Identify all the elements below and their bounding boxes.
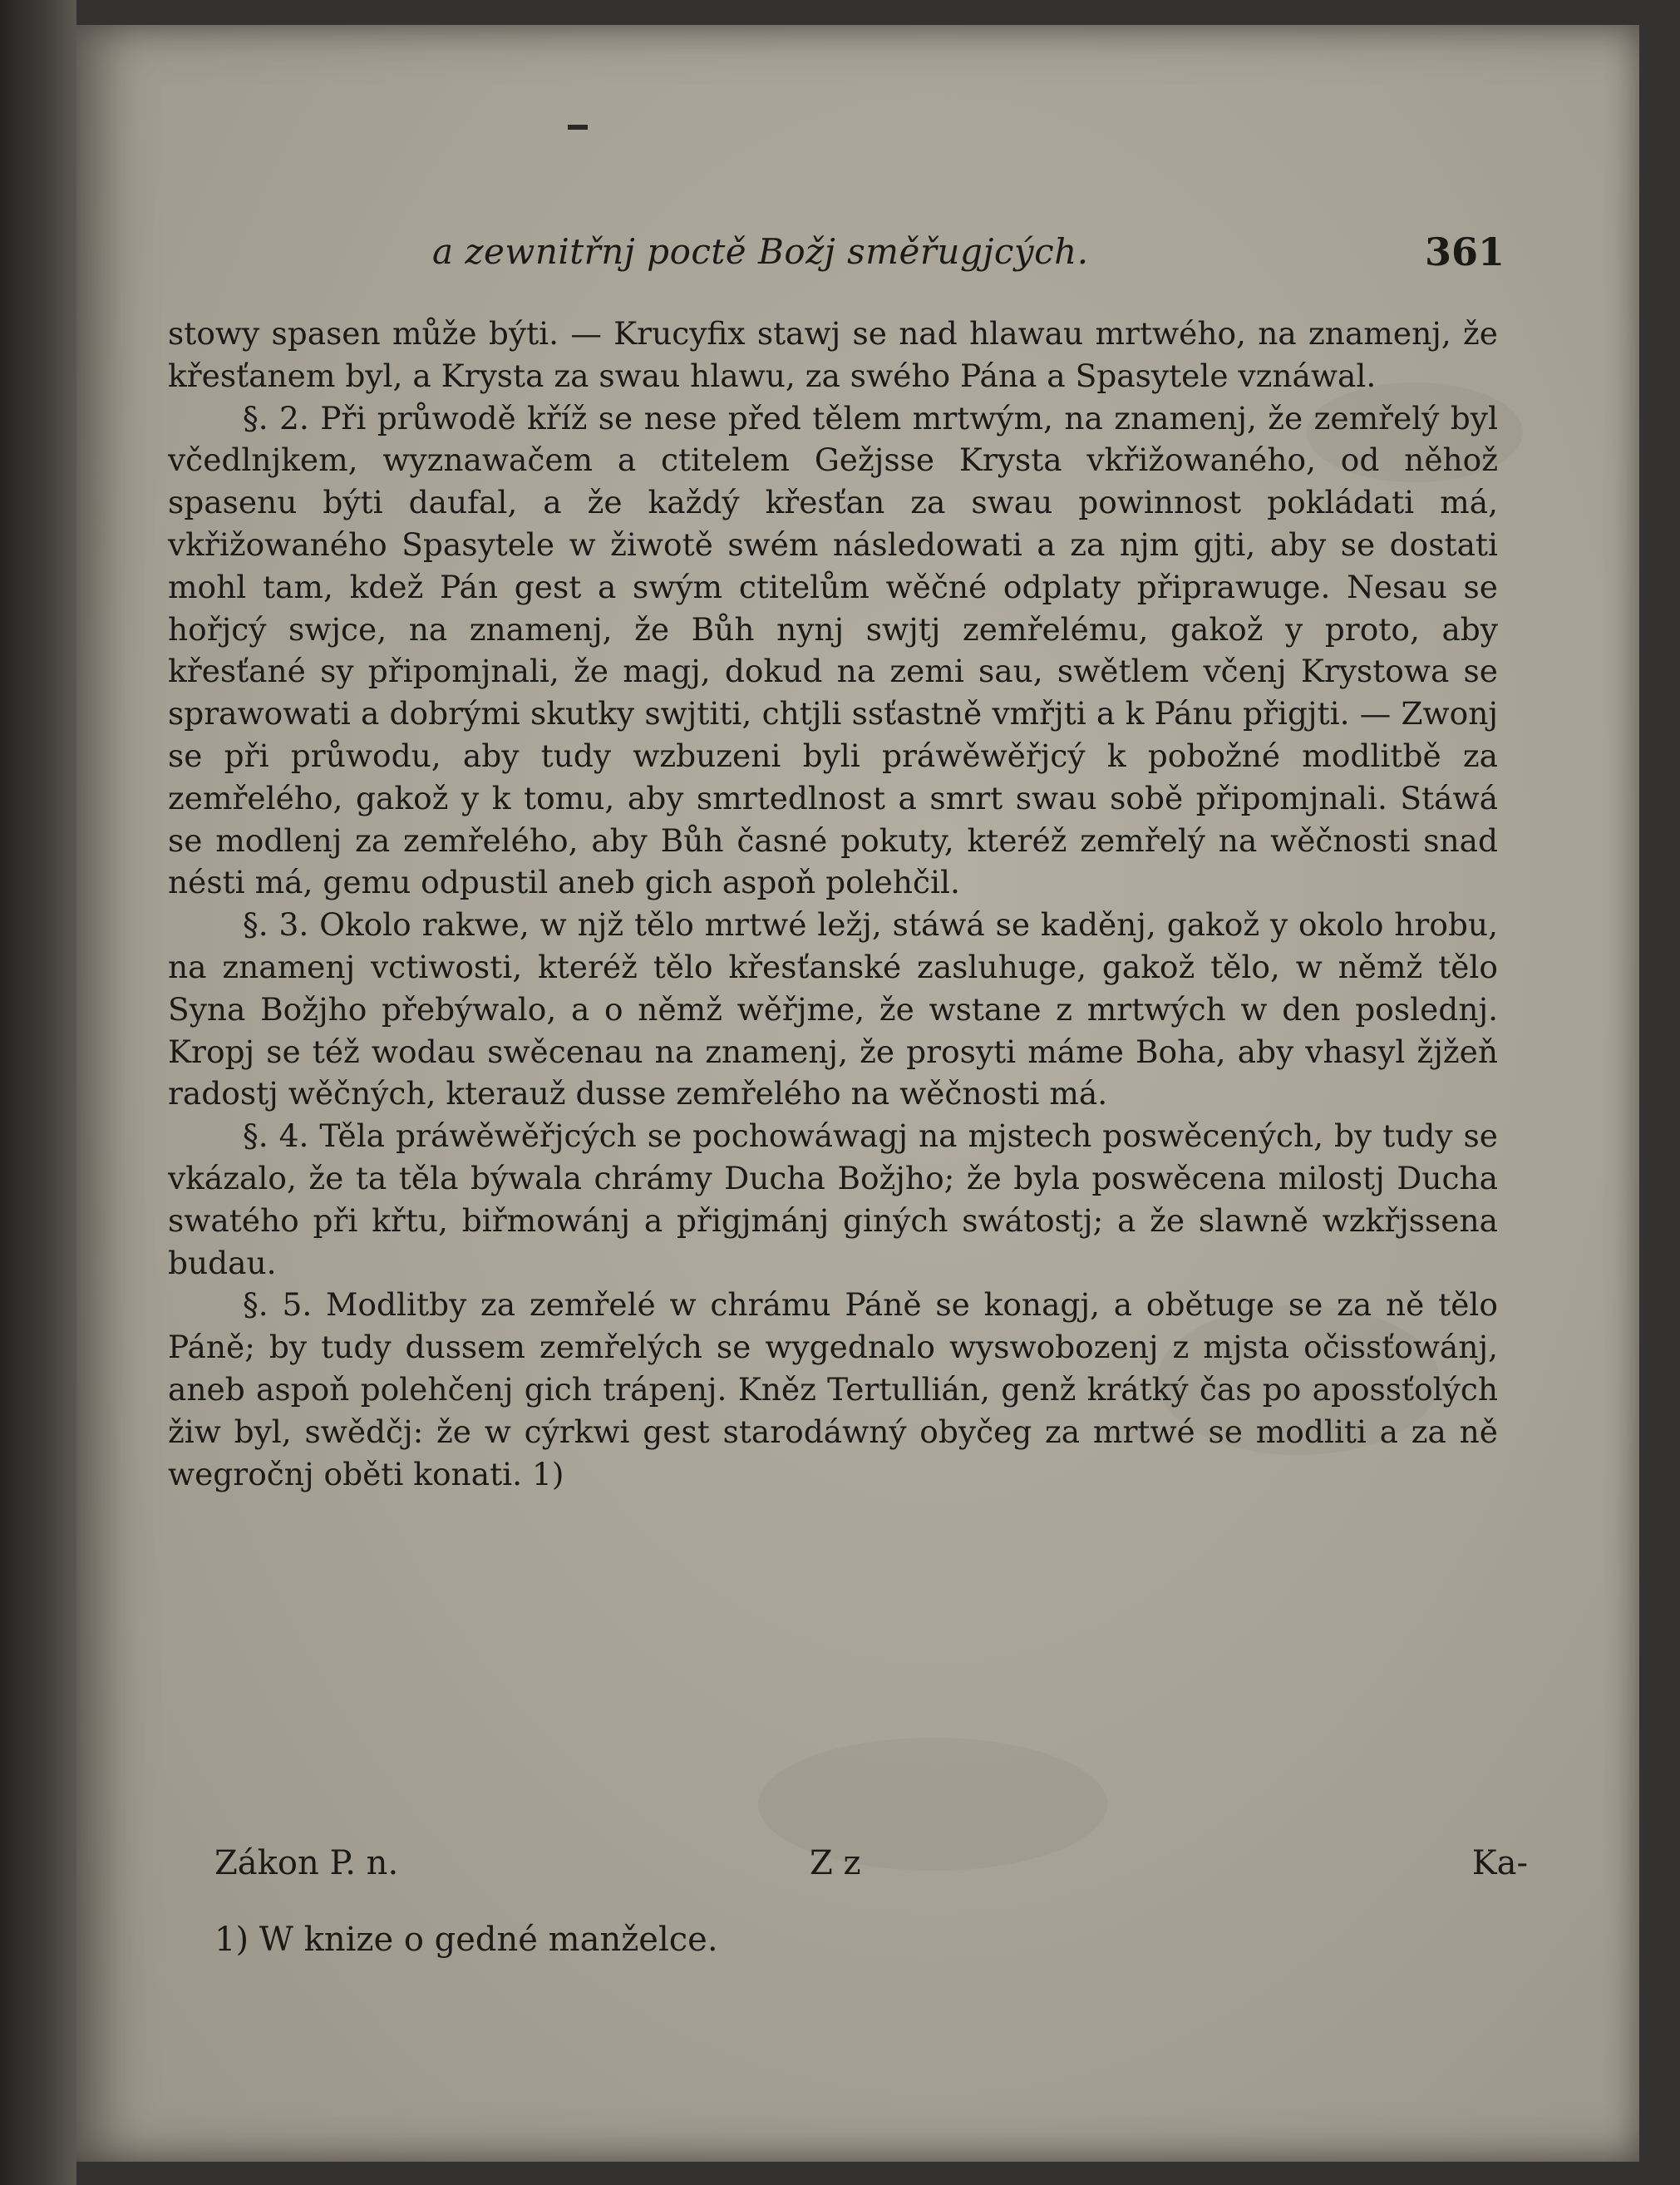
footnote: 1) W knize o gedné manželce.: [214, 1921, 718, 1959]
paragraph-1: stowy spasen může býti. — Krucyfix stawj se nad hlawau mrtwého, na znamenj, že křesťanem byl, a Krysta za swau hlawu, za swého Pána a Spasytele vznáwal.: [168, 315, 1498, 394]
signature-mark: Z z: [810, 1844, 861, 1882]
footer-title: Zákon P. n.: [214, 1844, 399, 1882]
book-gutter: [0, 0, 76, 2185]
page-number: 361: [1425, 229, 1505, 274]
running-head: a zewnitřnj poctě Božj směřugjcých.: [432, 231, 1089, 272]
paragraph-section-3: §. 3. Okolo rakwe, w njž tělo mrtwé ležj, stáwá se kaděnj, gakož y okolo hrobu, na znamenj vctiwosti, kteréž tělo křesťanské zasluhuge, gakož tělo, w němž tělo Syna Božjho přebýwalo, a o němž wěřjme, že wstane z mrtwých w den poslednj. Kropj se též wodau swěcenau na znamenj, že prosyti máme Boha, aby vhasyl žjžeň radostj wěčných, kterauž dusse zemřelého na wěčnosti má.: [168, 906, 1498, 1112]
page-mark: [568, 125, 588, 130]
paragraph-section-4: §. 4. Těla práwěwěřjcých se pochowáwagj na mjstech poswěcených, by tudy se vkázalo, že ta těla býwala chrámy Ducha Božjho; že byla poswěcena milostj Ducha swatého při křtu, biřmowánj a přigjmánj giných swátostj; a že slawně wzkřjssena budau.: [168, 1117, 1498, 1281]
catchword: Ka-: [1471, 1844, 1528, 1882]
page-footer: [214, 1844, 1528, 1894]
paragraph-section-2: §. 2. Při průwodě kříž se nese před tělem mrtwým, na znamenj, že zemřelý byl včedlnjkem, wyznawačem a ctitelem Gežjsse Krysta vkřižowaného, od něhož spasenu býti daufal, a že každý křesťan za swau powinnost pokládati má, vkřižowaného Spasytele w žiwotě swém následowati a za njm gjti, aby se dostati mohl tam, kdež Pán gest a swým ctitelům wěčné odplaty připrawuge. Nesau se hořjcý swjce, na znamenj, že Bůh nynj swjtj zemřelému, gakož y proto, aby křesťané sy připomjnali, že magj, dokud na zemi sau, swětlem včenj Krystowa se sprawowati a dobrými skutky swjtiti, chtjli ssťastně vmřjti a k Pánu přigjti. — Zwonj se při průwodu, aby tudy wzbuzeni byli práwěwěřjcý k pobožné modlitbě za zemřelého, gakož y k tomu, aby smrtedlnost a smrt swau sobě připomjnali. Stáwá se modlenj za zemřelého, aby Bůh časné pokuty, kteréž zemřelý na wěčnosti snad nésti má, gemu odpustil aneb gich aspoň polehčil.: [168, 399, 1498, 901]
paragraph-section-5: §. 5. Modlitby za zemřelé w chrámu Páně se konagj, a obětuge se za ně tělo Páně; by tudy dussem zemřelých se wygednalo wyswobozenj z mjsta očissťowánj, aneb aspoň polehčenj gich trápenj. Kněz Tertullián, genž krátký čas po apossťolých žiw byl, swědčj: že w cýrkwi gest starodáwný obyčeg za mrtwé se modliti a za ně wegročnj oběti konati. 1): [168, 1286, 1498, 1492]
body-text: [168, 313, 1498, 1495]
